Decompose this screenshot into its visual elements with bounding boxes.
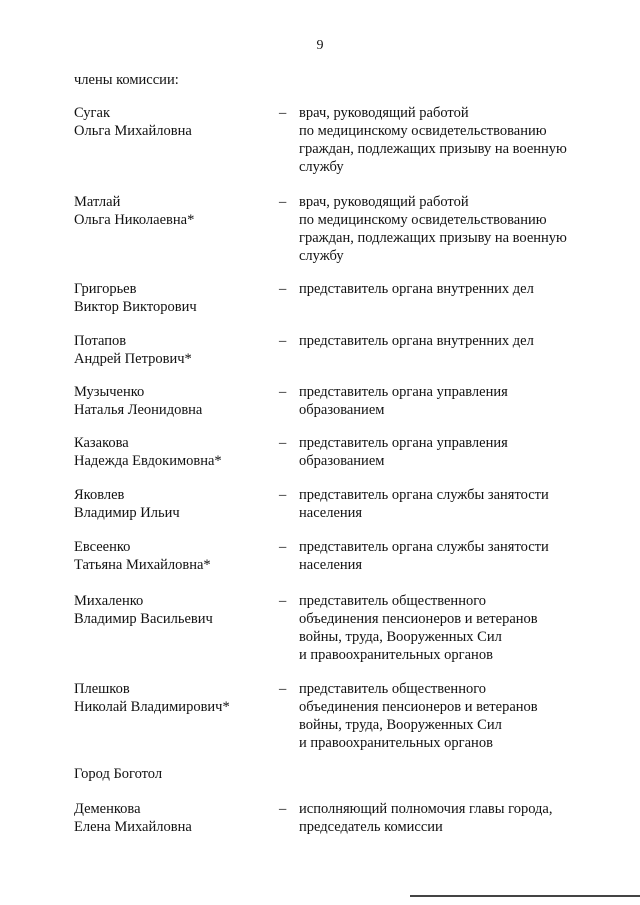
member-given-names: Владимир Ильич xyxy=(74,505,180,521)
member-given-names: Владимир Васильевич xyxy=(74,611,213,627)
role-line: представитель органа внутренних дел xyxy=(299,281,534,297)
role-line: представитель органа службы занятости xyxy=(299,487,549,503)
role-line: представитель органа внутренних дел xyxy=(299,333,534,349)
dash-separator: – xyxy=(279,593,287,609)
member-role xyxy=(299,800,599,836)
member-name xyxy=(74,434,222,470)
role-line: врач, руководящий работой xyxy=(299,194,469,210)
member-name xyxy=(74,486,180,522)
role-line: и правоохранительных органов xyxy=(299,647,493,663)
member-surname: Григорьев xyxy=(74,281,137,297)
member-given-names: Елена Михайловна xyxy=(74,819,192,835)
role-line: представитель органа службы занятости xyxy=(299,539,549,555)
role-line: врач, руководящий работой xyxy=(299,105,469,121)
member-surname: Михаленко xyxy=(74,593,144,609)
member-surname: Яковлев xyxy=(74,487,125,503)
role-line: представитель общественного xyxy=(299,593,487,609)
member-given-names: Татьяна Михайловна* xyxy=(74,557,211,573)
role-line: службу xyxy=(299,159,344,175)
member-surname: Сугак xyxy=(74,105,110,121)
page-number: 9 xyxy=(316,38,324,53)
member-surname: Плешков xyxy=(74,681,130,697)
dash-separator: – xyxy=(279,105,287,121)
member-name xyxy=(74,193,194,229)
member-name xyxy=(74,538,211,574)
role-line: представитель общественного xyxy=(299,681,487,697)
member-role xyxy=(299,383,599,419)
role-line: образованием xyxy=(299,402,385,418)
member-role xyxy=(299,680,599,752)
role-line: граждан, подлежащих призыву на военную xyxy=(299,141,567,157)
member-surname: Деменкова xyxy=(74,801,141,817)
role-line: объединения пенсионеров и ветеранов xyxy=(299,699,538,715)
member-surname: Евсеенко xyxy=(74,539,131,555)
member-role xyxy=(299,332,599,350)
dash-separator: – xyxy=(279,281,287,297)
member-role xyxy=(299,538,599,574)
member-surname: Потапов xyxy=(74,333,127,349)
role-line: населения xyxy=(299,557,363,573)
dash-separator: – xyxy=(279,539,287,555)
member-name xyxy=(74,332,192,368)
role-line: службу xyxy=(299,248,344,264)
member-given-names: Ольга Михайловна xyxy=(74,123,192,139)
role-line: по медицинскому освидетельствованию xyxy=(299,123,547,139)
role-line: представитель органа управления xyxy=(299,435,508,451)
footer-rule xyxy=(410,895,640,897)
role-line: войны, труда, Вооруженных Сил xyxy=(299,629,502,645)
member-given-names: Наталья Леонидовна xyxy=(74,402,203,418)
member-surname: Музыченко xyxy=(74,384,145,400)
dash-separator: – xyxy=(279,384,287,400)
dash-separator: – xyxy=(279,333,287,349)
role-line: объединения пенсионеров и ветеранов xyxy=(299,611,538,627)
member-name xyxy=(74,383,202,419)
member-role xyxy=(299,486,599,522)
member-surname: Казакова xyxy=(74,435,129,451)
role-line: и правоохранительных органов xyxy=(299,735,493,751)
dash-separator: – xyxy=(279,435,287,451)
member-given-names: Николай Владимирович* xyxy=(74,699,230,715)
member-given-names: Виктор Викторович xyxy=(74,299,197,315)
member-given-names: Надежда Евдокимовна* xyxy=(74,453,222,469)
member-role xyxy=(299,104,599,176)
section-heading-city: Город Боготол xyxy=(74,766,163,782)
member-name xyxy=(74,680,230,716)
member-role xyxy=(299,592,599,664)
role-line: представитель органа управления xyxy=(299,384,508,400)
role-line: образованием xyxy=(299,453,385,469)
member-given-names: Ольга Николаевна* xyxy=(74,212,195,228)
member-name xyxy=(74,800,192,836)
dash-separator: – xyxy=(279,801,287,817)
role-line: населения xyxy=(299,505,363,521)
section-heading-members: члены комиссии: xyxy=(74,72,179,88)
role-line: председатель комиссии xyxy=(299,819,443,835)
member-role xyxy=(299,434,599,470)
dash-separator: – xyxy=(279,681,287,697)
dash-separator: – xyxy=(279,194,287,210)
member-name xyxy=(74,280,197,316)
member-name xyxy=(74,592,213,628)
dash-separator: – xyxy=(279,487,287,503)
member-role xyxy=(299,193,599,265)
member-name xyxy=(74,104,192,140)
member-given-names: Андрей Петрович* xyxy=(74,351,192,367)
member-surname: Матлай xyxy=(74,194,121,210)
role-line: исполняющий полномочия главы города, xyxy=(299,801,553,817)
member-role xyxy=(299,280,599,298)
role-line: по медицинскому освидетельствованию xyxy=(299,212,547,228)
role-line: войны, труда, Вооруженных Сил xyxy=(299,717,502,733)
role-line: граждан, подлежащих призыву на военную xyxy=(299,230,567,246)
